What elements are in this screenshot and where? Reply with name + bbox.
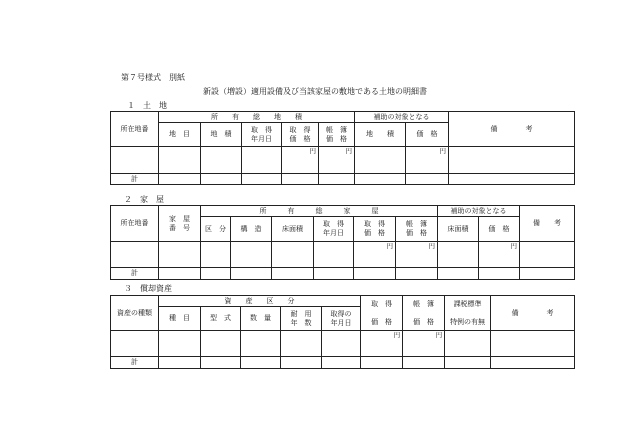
land-header-area: 地 積	[201, 123, 242, 147]
assets-cell[interactable]	[241, 357, 281, 369]
assets-cell[interactable]	[491, 357, 575, 369]
house-cell[interactable]	[159, 268, 201, 280]
land-cell[interactable]	[355, 174, 406, 185]
assets-header-kind: 種 目	[159, 307, 201, 331]
house-table	[110, 205, 575, 280]
assets-header-class: 資 産 区 分	[159, 296, 361, 307]
house-unit-acq-price[interactable]: 円	[354, 242, 396, 268]
land-cell[interactable]	[449, 147, 575, 174]
house-cell[interactable]	[272, 242, 314, 268]
table-row	[111, 147, 575, 174]
house-header-owned-house: 所 有 総 家 屋	[201, 206, 438, 217]
land-cell[interactable]	[242, 147, 282, 174]
table-row	[111, 242, 575, 268]
assets-header-acq-price: 取 得 価 格	[361, 296, 403, 331]
assets-cell[interactable]	[201, 331, 241, 357]
house-header-subsidy-target: 補助の対象となる	[438, 206, 520, 217]
table-row	[111, 174, 575, 185]
table-row	[111, 331, 575, 357]
house-total-label: 計	[111, 268, 159, 280]
assets-header-tax-standard: 課税標準 特例の有無	[445, 296, 491, 331]
table-row	[111, 357, 575, 369]
land-cell[interactable]	[201, 174, 242, 185]
document-title: 新設（増設）適用設備及び当該家屋の敷地である土地の明細書	[203, 87, 427, 96]
land-cell[interactable]	[111, 147, 159, 174]
assets-cell[interactable]	[111, 331, 159, 357]
land-unit-book-price[interactable]: 円	[319, 147, 355, 174]
house-header-class: 区 分	[201, 217, 231, 242]
assets-header-acq-date: 取得の 年月日	[322, 307, 361, 331]
house-cell[interactable]	[231, 268, 272, 280]
house-header-remarks: 備 考	[520, 206, 575, 242]
land-header-sub-price: 価 格	[406, 123, 449, 147]
assets-header-useful-life: 耐 用 年 数	[281, 307, 322, 331]
assets-header-type: 資産の種類	[111, 296, 159, 331]
house-header-structure: 構 造	[231, 217, 272, 242]
assets-table	[110, 295, 575, 369]
land-unit-acq-price[interactable]: 円	[282, 147, 319, 174]
house-header-house-no: 家 屋 番 号	[159, 206, 201, 242]
table-row	[111, 268, 575, 280]
land-cell[interactable]	[355, 147, 406, 174]
form-number: 第７号様式 別紙	[121, 73, 185, 82]
assets-cell[interactable]	[159, 331, 201, 357]
house-cell[interactable]	[438, 242, 479, 268]
house-cell[interactable]	[396, 268, 438, 280]
assets-cell[interactable]	[491, 331, 575, 357]
house-header-acq-price: 取 得 価 格	[354, 217, 396, 242]
land-cell[interactable]	[449, 174, 575, 185]
assets-cell[interactable]	[281, 331, 322, 357]
land-table	[110, 111, 575, 185]
assets-unit-book-price[interactable]: 円	[403, 331, 445, 357]
house-cell[interactable]	[272, 268, 314, 280]
assets-cell[interactable]	[159, 357, 201, 369]
land-cell[interactable]	[159, 147, 201, 174]
land-cell[interactable]	[406, 174, 449, 185]
house-cell[interactable]	[314, 268, 354, 280]
house-unit-sub-price[interactable]: 円	[479, 242, 520, 268]
land-cell[interactable]	[159, 174, 201, 185]
house-cell[interactable]	[438, 268, 479, 280]
assets-unit-acq-price[interactable]: 円	[361, 331, 403, 357]
assets-total-label: 計	[111, 357, 159, 369]
assets-cell[interactable]	[201, 357, 241, 369]
land-header-lot: 地 目	[159, 123, 201, 147]
assets-cell[interactable]	[403, 357, 445, 369]
assets-cell[interactable]	[445, 357, 491, 369]
house-cell[interactable]	[111, 242, 159, 268]
house-cell[interactable]	[201, 268, 231, 280]
land-header-acq-date: 取 得 年月日	[242, 123, 282, 147]
section-label-assets: ３ 償却資産	[124, 284, 172, 293]
assets-header-quantity: 数 量	[241, 307, 281, 331]
assets-cell[interactable]	[281, 357, 322, 369]
house-cell[interactable]	[479, 268, 520, 280]
section-label-house: ２ 家 屋	[124, 195, 164, 204]
assets-header-book-price: 帳 簿 価 格	[403, 296, 445, 331]
house-cell[interactable]	[231, 242, 272, 268]
house-cell[interactable]	[354, 268, 396, 280]
assets-cell[interactable]	[322, 357, 361, 369]
land-header-sub-area: 地 積	[355, 123, 406, 147]
house-header-location: 所在地番	[111, 206, 159, 242]
house-cell[interactable]	[314, 242, 354, 268]
house-header-acq-date: 取 得 年月日	[314, 217, 354, 242]
house-cell[interactable]	[201, 242, 231, 268]
house-header-floor-area: 床面積	[272, 217, 314, 242]
land-header-acq-price: 取 得 価 格	[282, 123, 319, 147]
land-unit-sub-price[interactable]: 円	[406, 147, 449, 174]
house-header-sub-price: 価 格	[479, 217, 520, 242]
land-cell[interactable]	[201, 147, 242, 174]
house-cell[interactable]	[520, 242, 575, 268]
assets-cell[interactable]	[445, 331, 491, 357]
house-header-book-price: 帳 簿 価 格	[396, 217, 438, 242]
house-cell[interactable]	[520, 268, 575, 280]
land-header-owned-area: 所 有 総 地 積	[159, 112, 355, 123]
assets-header-remarks: 備 考	[491, 296, 575, 331]
land-header-location: 所在地番	[111, 112, 159, 147]
assets-cell[interactable]	[322, 331, 361, 357]
house-unit-book-price[interactable]: 円	[396, 242, 438, 268]
land-cell[interactable]	[242, 174, 282, 185]
land-cell[interactable]	[282, 174, 319, 185]
assets-header-model: 型 式	[201, 307, 241, 331]
house-header-sub-floor-area: 床面積	[438, 217, 479, 242]
land-total-label: 計	[111, 174, 159, 185]
assets-cell[interactable]	[241, 331, 281, 357]
section-label-land: １ 土 地	[127, 101, 167, 110]
land-header-remarks: 備 考	[449, 112, 575, 147]
land-header-book-price: 帳 簿 価 格	[319, 123, 355, 147]
assets-cell[interactable]	[361, 357, 403, 369]
house-cell[interactable]	[159, 242, 201, 268]
land-cell[interactable]	[319, 174, 355, 185]
land-header-subsidy-target: 補助の対象となる	[355, 112, 449, 123]
